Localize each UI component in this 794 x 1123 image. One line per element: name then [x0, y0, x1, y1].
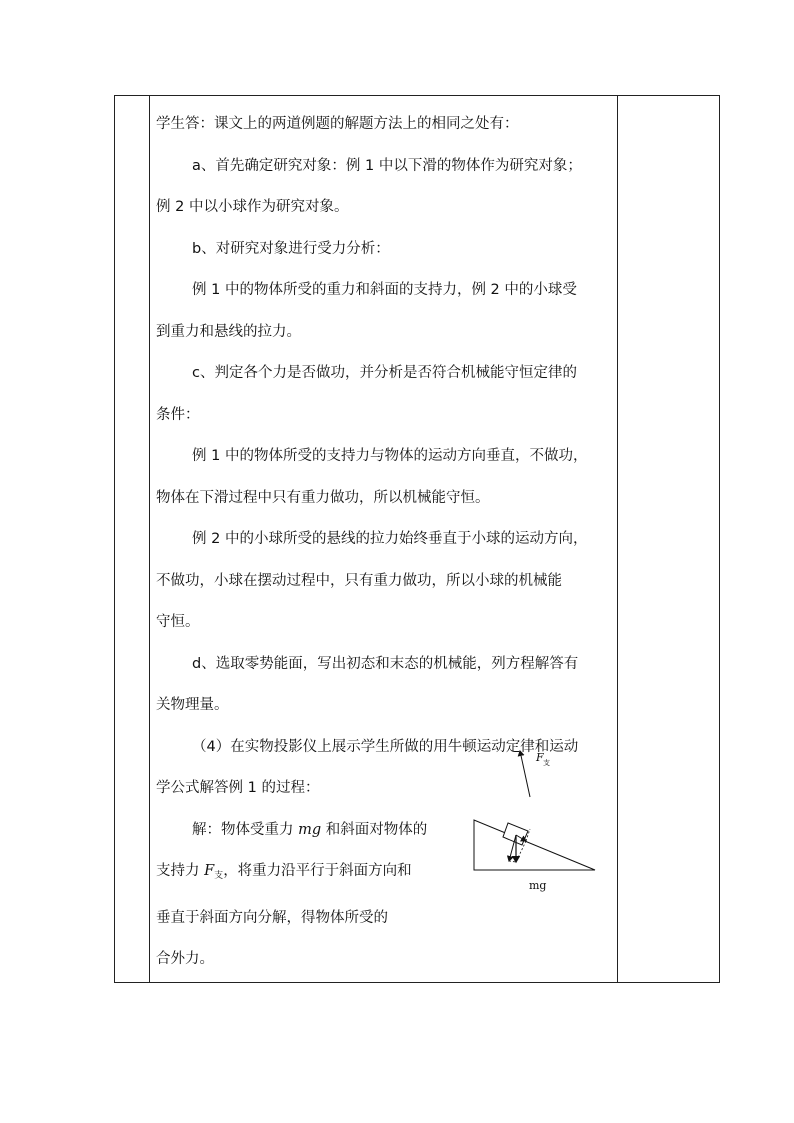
paragraph-solution-1 — [156, 810, 492, 852]
paragraph-step-c-cont: 条件： — [156, 406, 200, 423]
paragraph-solution-3: 垂直于斜面方向分解，得物体所受的 — [156, 909, 388, 926]
var-F-subscript: 支 — [214, 871, 224, 881]
incline-triangle — [474, 820, 595, 870]
paragraph-step-c: c、判定各个力是否做功，并分析是否符合机械能守恒定律的 — [192, 365, 577, 381]
paragraph-step-a: a、首先确定研究对象：例 1 中以下滑的物体作为研究对象； — [192, 157, 582, 174]
paragraph-part-4: （4）在实物投影仪上展示学生所做的用牛顿运动定律和运动 — [192, 738, 579, 755]
paragraph-solution-4: 合外力。 — [156, 951, 214, 967]
paragraph-step-b-detail: 例 1 中的物体所受的重力和斜面的支持力，例 2 中的小球受 — [192, 282, 577, 298]
paragraph-step-d-cont: 关物理量。 — [156, 697, 229, 713]
dashed-line-2 — [509, 861, 516, 862]
solution-text-2a: 支持力 — [156, 863, 205, 879]
paragraph-student-answer: 学生答：课文上的两道例题的解题方法上的相同之处有： — [156, 116, 519, 132]
incline-force-svg — [470, 745, 600, 895]
paragraph-step-b: b、对研究对象进行受力分析： — [192, 240, 390, 257]
paragraph-example2-analysis-cont: 不做功，小球在摆动过程中，只有重力做功，所以小球的机械能 — [156, 572, 562, 589]
paragraph-example1-analysis-cont: 物体在下滑过程中只有重力做功，所以机械能守恒。 — [156, 489, 490, 506]
var-mg: mg — [298, 821, 322, 838]
support-force-arrow — [520, 751, 530, 797]
paragraph-example1-analysis: 例 1 中的物体所受的支持力与物体的运动方向垂直，不做功， — [192, 448, 588, 464]
right-column-divider — [617, 95, 618, 983]
incline-force-diagram — [470, 745, 600, 895]
paragraph-step-a-cont: 例 2 中以小球作为研究对象。 — [156, 199, 349, 215]
left-column-divider — [149, 95, 150, 983]
label-F-subscript: 支 — [543, 759, 550, 767]
paragraph-step-b-detail-cont: 到重力和悬线的拉力。 — [156, 323, 301, 340]
solution-text-1b: 和斜面对物体的 — [321, 821, 428, 838]
label-F: F — [536, 751, 544, 764]
label-mg: mg — [529, 879, 547, 892]
paragraph-example2-analysis: 例 2 中的小球所受的悬线的拉力始终垂直于小球的运动方向， — [192, 531, 588, 547]
paragraph-part-4-cont: 学公式解答例 1 的过程： — [156, 780, 320, 796]
paragraph-solution-2 — [156, 851, 456, 898]
solution-text-1a: 解：物体受重力 — [192, 821, 299, 838]
solution-text-2b: ，将重力沿平行于斜面方向和 — [223, 863, 412, 879]
paragraph-example2-analysis-end: 守恒。 — [156, 614, 200, 630]
paragraph-step-d: d、选取零势能面，写出初态和末态的机械能，列方程解答有 — [192, 655, 579, 672]
var-F: F — [204, 863, 215, 879]
